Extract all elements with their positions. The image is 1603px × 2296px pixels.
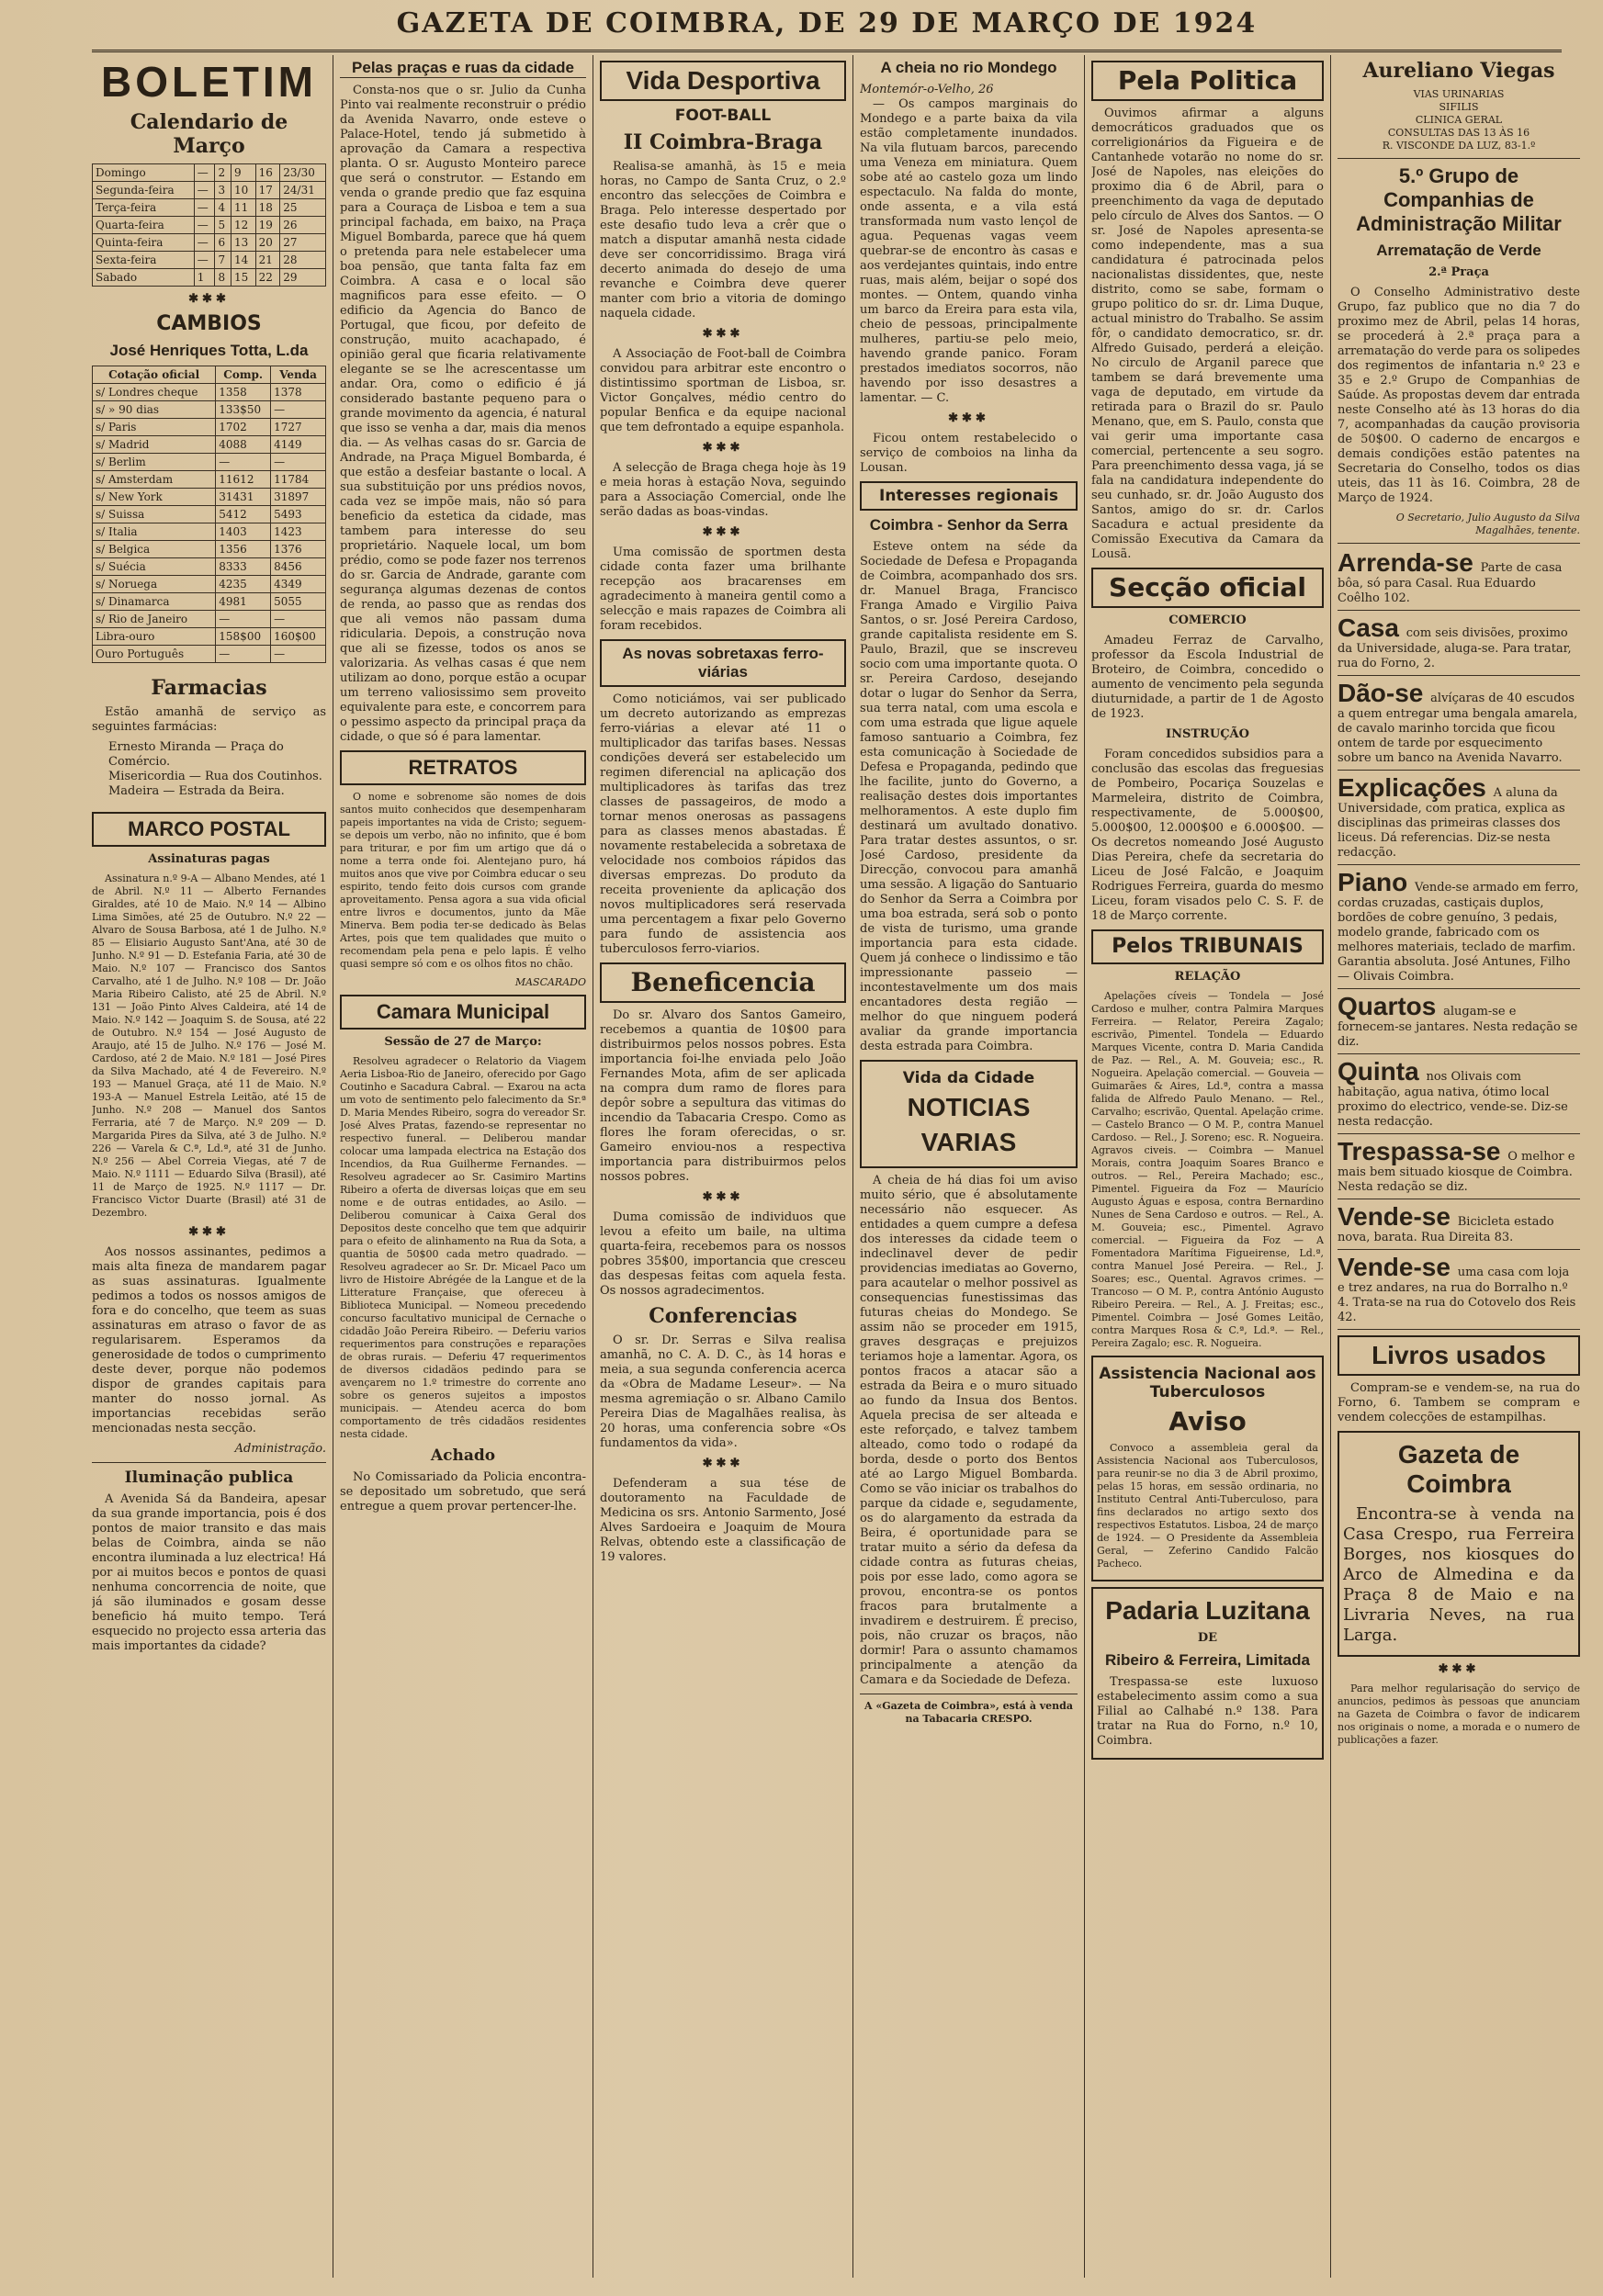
ad-title: Quartos — [1338, 992, 1444, 1020]
senhor-serra-text: Esteve ontem na séde da Sociedade de Defesa e Propaganda de Coimbra, acompanhado dos srs. dr. Manuel Braga, Francisco Franga Amado e Virgilio Paiva Santos, o sr. José Pereira Cardoso, grande capitalista residente em S. Paulo, Brazil, que se inscreveu socio com uma importante quota. O sr. Pereira Cardoso, desejando dotar o lugar do Senhor da Serra, sua terra natal, com uma escola e com uma estrada que ligue aquele famoso santuario a Coimbra, fez esta comunicação à Sociedade de Defesa e Propaganda, pedindo que lhe facilite, junto do Governo, a realisação destes dois importantes melhoramentos. A este duplo fim destinará um avultado donativo. Para tratar destes assuntos, o sr. José Cardoso, presidente da Direcção, convocou para amanhã uma sessão. A ligação do Santuario do Senhor da Serra a Coimbra por uma boa estrada, será sob o ponto de vista de turismo, uma grande importancia para esta cidade. Quem já conhece o lindissimo e tão impressionante passeio — incontestavelmente um dos mais encantadores desta região — melhor do que ninguem poderá avaliar da grande importancia desta estrada para Coimbra. — [860, 540, 1078, 1053]
classified-ads — [1338, 549, 1580, 1330]
aviso-text: Convoco a assembleia geral da Assistencia Nacional aos Tuberculosos, para reunir-se no dia 3 de Abril proximo, pelas 15 horas, em sessão ordinaria, no Instituto Central Anti-Tuberculoso, para fins declarados no artigo sexto dos respectivos Estatutos. Lisboa, 24 de março de 1924. — O Presidente da Assembleia Geral, — Zeferino Candido Falcão Pacheco. — [1097, 1442, 1318, 1570]
cambios-cell: 8333 — [216, 558, 271, 576]
calendar-row — [93, 269, 326, 287]
boletim-heading: BOLETIM — [101, 58, 317, 106]
cambios-cell: 1376 — [271, 541, 326, 558]
cambios-header: Venda — [271, 366, 326, 384]
sobretaxas-text: Como noticiámos, vai ser publicado um decreto autorizando as emprezas ferro-viárias a elevar até 11 o multiplicador das tarifas bases. Nessas condições deverá ser estabelecido um regimen diferencial na aplicação dos multiplicadores às tarifas das trez classes de passageiros, de modo a tornar menos onerosas as passagens para as classes menos abastadas. É novamente restabelecida a sobretaxa de velocidade nos comboios rápidos das diversas emprezas. Do produto da receita proveniente da aplicação dos novos multiplicadores será reservada uma percentagem a fixar pelo Governo para fundo de assistencia aos tuberculosos ferro-viarios. — [600, 692, 846, 956]
calendar-cell: 27 — [280, 234, 326, 252]
cambios-cell: 133$50 — [216, 401, 271, 419]
ad-text: Bicicleta estado nova, barata. Rua Direita 83. — [1338, 1215, 1554, 1244]
calendar-cell: 22 — [255, 269, 280, 287]
politica-heading: Pela Politica — [1091, 61, 1324, 101]
column-anuncios: Aureliano Viegas VIAS URINARIAS SIFILIS CLINICA GERAL CONSULTAS DAS 13 ÀS 16 R. VISCONDE DA LUZ, 83-1.º 5.º Grupo de Companhias de Administração Militar Arrematação de Verde 2.ª Praça O Conselho Administrativo deste Grupo, faz publico que no dia 7 do proximo mez de Abril, pelas 14 horas, se procederá à 2.ª praça para a arrematação do verde para os solipedes dos regimentos de infantaria n.º 23 e 35 e 2.º Grupo de Companhias de Saúde. As propostas devem dar entrada neste Conselho até às 13 horas do dia 7, acompanhadas da caução provisoria de 50$00. O caderno de encargos e demais condições estão patentes na Secretaria do Conselho, todos os dias uteis, das 11 às 16. Coimbra, 28 de Março de 1924. O Secretario, Julio Augusto da Silva Magalhães, tenente. Arrenda-se Parte de casa bôa, só para Casal. Rua Eduardo Coêlho 102. Casa com seis divisões, proximo da Universidade, aluga-se. Para tratar, rua do Forno, 2. Dão-se alvíçaras de 40 escudos a quem entregar uma bengala amarela, de cavalo marinho torcida que ficou ontem de tarde por esquecimento sobre um banco na Avenida Navarro. Explicações A aluna da Universidade, com pratica, explica as disciplinas das primeiras classes dos liceus. Dá referencias. Diz-se nesta redacção. Piano Vende-se armado em ferro, cordas cruzadas, castiçais duplos, bordões de cobre genuíno, 3 pedais, modelo grande, fabricado com os melhores materiais, teclado de marfim. Garantia absoluta. José Antunes, Filho — Olivais Coimbra. Quartos alugam-se e fornecem-se jantares. Nesta redação se diz. Quinta nos Olivais com habitação, agua nativa, ótimo local proximo do electrico, vende-se. Diz-se nesta redacção. Trespassa-se O melhor e mais bem situado kiosque de Coimbra. Nesta redação se diz. Vende-se Bicicleta estado nova, barata. Rua Direita 83. Vende-se uma casa com loja e trez andares, na rua do Borralho n.º 4. Trata-se na rua do Cotovelo dos Reis 42. Livros usados Compram-se e vendem-se, na rua do Forno, 6. Tambem se compram e vendem colecções de estampilhas. Gazeta de Coimbra Encontra-se à venda na Casa Crespo, rua Ferreira Borges, nos kiosques do Arco de Almedina e da Praça 8 de Maio e na Livraria Neves, na rua Larga. ✱✱✱ Para melhor regularisação do serviço de anuncios, pedimos às pessoas que anunciam na Gazeta de Coimbra o favor de indicarem nos originais o nome, a morada e o numero de publicações a fazer. — [1338, 59, 1580, 1746]
separator: ✱✱✱ — [188, 292, 230, 306]
cambios-cell: 4981 — [216, 593, 271, 611]
cambios-cell: 158$00 — [216, 628, 271, 646]
cambios-row — [93, 436, 326, 454]
calendar-cell: 23/30 — [280, 164, 326, 182]
cambios-cell: Ouro Português — [93, 646, 216, 663]
calendar-cell: 14 — [231, 252, 255, 269]
doctor-line: VIAS URINARIAS — [1413, 88, 1505, 100]
praca-heading: 2.ª Praça — [1428, 265, 1489, 279]
cambios-cell: — — [216, 611, 271, 628]
ad-title: Piano — [1338, 868, 1416, 896]
achado-text: No Comissariado da Policia encontra-se depositado um sobretudo, que será entregue a quem provar pertencer-lhe. — [340, 1470, 586, 1514]
beneficencia-text-2: Duma comissão de individuos que levou a efeito um baile, na ultima quarta-feira, recebemos para os nossos pobres 35$00, importancia que cresceu das despesas feitas com aquela festa. Os nossos agradecimentos. — [600, 1210, 846, 1298]
calendar-cell: 11 — [231, 199, 255, 217]
varias-text: A cheia de há dias foi um aviso muito sério, que é absolutamente necessário não esquecer. As entidades a quem cumpre a defesa dos interesses da cidade teem o indeclinavel dever de pedir providencias imediatas ao Governo, para acautelar o melhor possivel as consequencias funestissimas das futuras cheias do Mondego. Se assim não se proceder em 1915, graves desgraças e prejuizos teriamos hoje a lamentar. Agora, os pontos fracos a atacar são a estrada da Beira e o muro situado ao fundo da Insua dos Bentos. Aquela precisa de ser alteada e este reforçado, e talvez tambem alteado, como todo o rodapé da borda, desde o porto dos Bentos até ao Largo Miguel Bombarda. Como se vão iniciar os trabalhos do parque da cidade e, segudamente, os do alargamento da estrada da Beira, é oportunidade para se tratar muito a sério da defesa da cidade contra as futuras cheias, pois por esse lado, como agora se provou, encontra-se os pontos fracos para brutalmente a invadirem e destruirem. É preciso, pois, não cruzar os braços, não dormir! Para o assunto chamamos principalmente a atenção da Camara e da Sociedade de Defeza. — [860, 1174, 1078, 1687]
instrucao-heading: INSTRUÇÃO — [1166, 727, 1249, 741]
politica-text: Ouvimos afirmar a alguns democráticos graduados que os correligionários da Figueira e de Cantanhede votarão no nome do sr. José de Napoles, nas eleições do proximo dia 6 de Abril, para o preenchimento da vaga de deputado pelo círculo de Alves dos Santos. — O sr. José de Napoles apresenta-se como independente, mas a sua candidatura é patrocinada pelos nacionalistas dissidentes, que, neste distrito, como se sabe, formam o grupo politico do sr. dr. Lima Duque, actual ministro do Trabalho. Se assim fôr, o candidato democratico, sr. dr. Alfredo Guisado, perderá a eleição. No circulo de Arganil parece que tambem se dará brevemente uma vaga de deputado, em virtude da retirada para o Brazil do sr. Paulo Menano, que, em S. Paulo, consta que vai gerir uma importante casa comercial, pertencente a seu sogro. Para preenchimento dessa vaga, já se fala na candidatura independente do seu cunhado, sr. dr. João Augusto dos Santos, amigo do sr. dr. Carlos Sacadura e actual presidente da Comissão Executiva da Camara da Lousã. — [1091, 107, 1324, 561]
calendar-cell: — — [194, 252, 215, 269]
cheia-text: — Os campos marginais do Mondego e a parte baixa da vila estão completamente inundados. Na vila flutuam barcos, parecendo uma Veneza em miniatura. Quem sobe até ao castelo goza um lindo espectaculo. Na falda do monte, onde assenta, e a vila está transformada num vasto lençol de agua. Pequenas vagas veem quebrar-se de encontro às casas e aos verdejantes quintais, indo entre ruas, mais além, beijar o sopé dos montes. — Ontem, quando vinha um barco da Ereira para esta vila, cheio de pessoas, principalmente mulheres, partiu-se pelo meio, havendo grande panico. Foram prestados imediatos socorros, não havendo por isso desastres a lamentar. — C. — [860, 97, 1078, 405]
column-pracas — [340, 55, 586, 2278]
farmacias-list — [92, 740, 326, 799]
cheia-heading: A cheia no rio Mondego — [880, 59, 1057, 76]
column-boletim — [92, 55, 326, 2278]
doctor-details — [1338, 88, 1580, 152]
cambios-cell: s/ Belgica — [93, 541, 216, 558]
arbitro-text: A Associação de Foot-ball de Coimbra convidou para arbitrar este encontro o distintissimo sportman de Lisboa, sr. Victor Gonçalves, médio centro do popular Benfica e da equipe nacional que tem defrontado a equipe espanhola. — [600, 347, 846, 434]
grupo-sign: O Secretario, Julio Augusto da Silva Magalhães, tenente. — [1395, 512, 1580, 536]
calendar-cell: 10 — [231, 182, 255, 199]
classified-ad — [1338, 1058, 1580, 1134]
pracas-text: Consta-nos que o sr. Julio da Cunha Pinto vai realmente reconstruir o prédio da Avenida Navarro, onde esteve o Palace-Hotel, tendo já submetido à aprovação da Camara a respectiva planta. O sr. Augusto Monteiro parece que será o construtor. — Estando em venda o grande predio que faz esquina para a Couraça de Lisboa e tem a sua principal fachada, em baixo, na Praça Miguel Bombarda, parece que há quem o pretenda para nele estabelecer uma boa pensão, que tanta falta faz em Coimbra. A casa e o local são magnificos para esse efeito. — O edificio da Agencia do Banco de Portugal, que ficou, por defeito de construção, muito acachapado, é opinião geral que ficaria relativamente elegante se se lhe acrescentasse um andar. Ora, como o edificio é já considerado bastante pequeno para o grande movimento da agencia, é natural que isso se venha a dar, mais dia menos dia. — As velhas casas do sr. Garcia de Andrade, na Praça Miguel Bombarda, é que estão a desfeiar bastante o local. A sua substituição por uns prédios novos, cada vez se impõe mais, não só para beneficio da estetica da cidade, mas tambem para interesse do seu proprietário. Naquele local, um bom prédio, como se pode fazer nos terrenos do sr. Garcia de Andrade, garante com segurança algumas dezenas de contos de renda, ao passo que as rendas dos que ali vemos não passam duma ridicularia. Depois, a construção nova que ali se fizesse, todos os anos se valorizaria. As velhas casas é que nem utilizam ao dono, porque estão a ocupar um terreno valiosissimo sem proveito equivalente para este, e concorrem para o pessimo aspecto da principal praça da cidade, o que só é para lamentar. — [340, 84, 586, 744]
farmacia-item: Madeira — Estrada da Beira. — [108, 784, 285, 798]
ad-title: Quinta — [1338, 1057, 1427, 1086]
calendar-cell: 20 — [255, 234, 280, 252]
cambios-header: Comp. — [216, 366, 271, 384]
calendar-cell: 5 — [215, 217, 231, 234]
column-desporto: Vida Desportiva FOOT-BALL II Coimbra-Braga Realisa-se amanhã, às 15 e meia horas, no Campo de Santa Cruz, o 2.º encontro das selecções de Coimbra e Braga. Pelo interesse despertado por este desafio tudo leva a crêr que o match a disputar amanhã nesta cidade deve ser concorridissimo. Braga virá decerto animada do desejo de uma revanche e Coimbra deve querer manter com brio a vitoria de domingo naquela cidade. ✱✱✱ A Associação de Foot-ball de Coimbra convidou para arbitrar este encontro o distintissimo sportman de Lisboa, sr. Victor Gonçalves, médio centro do popular Benfica e da equipe nacional que tem defrontado a equipe espanhola. ✱✱✱ A selecção de Braga chega hoje às 19 e meia horas à estação Nova, seguindo para a Associação Comercial, onde lhe serão dadas as boas-vindas. ✱✱✱ Uma comissão de sportmen desta cidade conta fazer uma brilhante recepção aos bracarenses em agradecimento à maneira gentil como a selecção e mais rapazes de Coimbra ali foram recebidos. As novas sobretaxas ferro-viárias Como noticiámos, vai ser publicado um decreto autorizando as emprezas ferro-viárias a elevar até 11 o multiplicador das tarifas bases. Nessas condições deverá ser estabelecido um regimen diferencial na aplicação dos multiplicadores às tarifas das trez classes de passageiros, de modo a tornar menos onerosas as passagens para as classes menos abastadas. É novamente restabelecida a sobretaxa de velocidade nos comboios rápidos das diversas emprezas. Do produto da receita proveniente da aplicação dos novos multiplicadores será reservada uma percentagem a fixar pelo Governo para fundo de assistencia aos tuberculosos ferro-viarios. Beneficencia Do sr. Alvaro dos Santos Gameiro, recebemos a quantia de 10$00 para distribuirmos pelos nossos pobres. Esta importancia foi-lhe enviada pelo João Fernandes Mota, afim de ser aplicada na compra dum ramo de flores para depôr sobre a sepultura das vitimas do incendio da Tabacaria Crespo. Como as flores lhe foram oferecidas, o sr. Gameiro enviou-nos a respectiva importancia para distribuirmos pelos nossos pobres. ✱✱✱ Duma comissão de individuos que levou a efeito um baile, na ultima quarta-feira, recebemos para os nossos pobres 35$00, importancia que cresceu das despesas feitas com aquela festa. Os nossos agradecimentos. Conferencias O sr. Dr. Serras e Silva realisa amanhã, no C. A. D. C., às 14 horas e meia, a sua segunda conferencia acerca da «Obra de Madame Leseur». — Na mesma agremiação o sr. Albano Camilo Pereira Dias de Magalhães realisa, às 20 horas, uma conferencia sobre «Os fundamentos da vida». ✱✱✱ Defenderam a sua tése de doutoramento na Faculdade de Medicina os srs. Antonio Sarmento, José Alves Sardoeira e Joaquim de Moura Relvas, obtendo este a classificação de 19 valores. — [600, 55, 846, 2278]
noticias-heading: NOTICIAS — [907, 1093, 1031, 1121]
cambios-cell: 1423 — [271, 523, 326, 541]
column-rule — [1084, 55, 1085, 2278]
iluminacao-text: A Avenida Sá da Bandeira, apesar da sua grande importancia, pois é dos pontos de maior transito e das mais belas de Coimbra, ainda se não encontra iluminada a luz electrica! Há por ai muitos becos e pontos de quasi nenhuma concorrencia de noite, que já são iluminados e gosam desse beneficio há muito tempo. Terá esquecido no projecto essa arteria das mais importantes da cidade? — [92, 1492, 326, 1653]
calendar-cell: 2 — [215, 164, 231, 182]
ad-text: uma casa com loja e trez andares, na rua do Borralho n.º 4. Trata-se na rua do Cotovelo dos Reis 42. — [1338, 1266, 1576, 1324]
instrucao-text: Foram concedidos subsidios para a conclusão das escolas das freguesias de Pombeiro, Pocariça Souzelas e Marmeleira, distrito de Coimbra, respectivamente, de 5.000$00, 5.000$00, 12.000$00 e 6.000$00. — Os decretos nomeando José Augusto Dias Pereira, chefe da secretaria do Liceu de José Falcão, e Joaquim Rodrigues Ferreira, guarda do mesmo Liceu, foram visados pelo C. S. F. de 18 de Março corrente. — [1091, 748, 1324, 923]
calendar-row — [93, 252, 326, 269]
cambios-cell: 1358 — [216, 384, 271, 401]
calendar-cell: 17 — [255, 182, 280, 199]
calendar-cell: 26 — [280, 217, 326, 234]
cambios-row — [93, 593, 326, 611]
calendar-cell: 15 — [231, 269, 255, 287]
calendar-cell: Quarta-feira — [93, 217, 195, 234]
camara-text: Resolveu agradecer o Relatorio da Viagem Aeria Lisboa-Rio de Janeiro, oferecido por Gago Coutinho e Sacadura Cabral. — Exarou na acta um voto de sentimento pelo falecimento da Sr.ª D. Maria Mendes Ribeiro, sogra do vereador Sr. José Alves Pratas, fazendo-se representar no respectivo funeral. — Deliberou mandar colocar uma lampada electrica na Estação dos Incendios, da Rua Guilherme Fernandes. — Resolveu agradecer ao Sr. Casimiro Martins Ribeiro a oferta de diversas loiças que em seu nome e de outras entidades, ao Asilo. — Deliberou comunicar à Caixa Geral dos Depositos deste concelho que tem que adquirir para o efeito de alinhamento na Rua da Sota, a quantia de 50$00 cada metro quadrado. — Resolveu agradecer ao Sr. Dr. Micael Paco um livro de Histoire Abrégée de la Langue et de la Litterature Française, que ofereceu à Biblioteca Municipal. — Nomeou precedendo concurso facultativo municipal de Cernache o cidadão João Pereira Ribeiro. — Deferiu varios requerimentos para construções e reparações de obras rurais. — Deferiu 47 requerimentos de diversos cidadãos pedindo para se avençarem no 1.º trimestre do corrente ano sobre os generos sujeitos a impostos municipais. — Atendeu acerca do bom comportamento de três cidadãos residentes nesta cidade. — [340, 1055, 586, 1440]
cambios-cell: — — [216, 454, 271, 471]
padaria-heading: Padaria Luzitana — [1105, 1596, 1310, 1625]
marco-postal-heading: MARCO POSTAL — [92, 812, 326, 847]
calendar-row — [93, 217, 326, 234]
calendar-cell: Sexta-feira — [93, 252, 195, 269]
achado-heading: Achado — [430, 1446, 496, 1465]
cambios-cell: — — [271, 401, 326, 419]
camara-heading: Camara Municipal — [340, 995, 586, 1030]
calendar-cell: — — [194, 164, 215, 182]
gazeta-box — [1338, 1431, 1580, 1657]
ad-text: alugam-se e fornecem-se jantares. Nesta redação se diz. — [1338, 1005, 1578, 1049]
cambios-cell: s/ New York — [93, 489, 216, 506]
assistencia-box — [1091, 1356, 1324, 1581]
ad-text: alvíçaras de 40 escudos a quem entregar uma bengala amarela, de cavalo marinho torcida que ficou ontem de tarde por esquecimento sobre um banco na Avenida Navarro. — [1338, 692, 1578, 765]
calendar-cell: Sabado — [93, 269, 195, 287]
cambios-cell: 5493 — [271, 506, 326, 523]
cambios-header: Cotação oficial — [93, 366, 216, 384]
gazeta-heading: Gazeta de Coimbra — [1397, 1440, 1520, 1498]
calendar-cell: — — [194, 217, 215, 234]
cambios-cell: Libra-ouro — [93, 628, 216, 646]
ad-text: A aluna da Universidade, com pratica, explica as disciplinas das primeiras classes dos liceus. Dá referencias. Diz-se nesta redacção. — [1338, 786, 1565, 860]
calendar-cell: 24/31 — [280, 182, 326, 199]
ad-title: Vende-se — [1338, 1253, 1458, 1281]
calendar-row — [93, 164, 326, 182]
ad-text: com seis divisões, proximo da Universidade, aluga-se. Para tratar, rua do Forno, 2. — [1338, 626, 1572, 670]
calendar-row — [93, 182, 326, 199]
grupo-text: O Conselho Administrativo deste Grupo, faz publico que no dia 7 do proximo mez de Abril, pelas 14 horas, se procederá à 2.ª praça para a arrematação do verde para os solipedes dos regimentos de infantaria n.º 23 e 35 e 2.º Grupo de Companhias de Saúde. As propostas devem dar entrada neste Conselho até às 13 horas do dia 7, acompanhadas da caução provisoria de 50$00. O caderno de encargos e demais condições estão patentes na Secretaria do Conselho, todos os dias uteis, das 11 às 16. Coimbra, 28 de Março de 1924. — [1338, 286, 1580, 505]
cambios-cell: 1702 — [216, 419, 271, 436]
padaria-de: DE — [1197, 1631, 1218, 1645]
classified-ad — [1338, 993, 1580, 1054]
cambios-heading: CAMBIOS — [156, 312, 262, 335]
relacao-heading: RELAÇÃO — [1174, 970, 1241, 984]
ad-title: Dão-se — [1338, 679, 1431, 707]
ad-title: Arrenda-se — [1338, 548, 1481, 577]
cambios-cell: 11784 — [271, 471, 326, 489]
masthead: GAZETA DE COIMBRA, DE 29 DE MARÇO DE 1924 — [92, 7, 1562, 52]
cambios-row — [93, 489, 326, 506]
anuncios-note: Para melhor regularisação do serviço de anuncios, pedimos às pessoas que anunciam na Gazeta de Coimbra o favor de indicarem nos originais o nome, a morada e o numero de publicações a fazer. — [1338, 1683, 1580, 1746]
cambios-cell: s/ Berlim — [93, 454, 216, 471]
calendar-cell: 8 — [215, 269, 231, 287]
varias-heading: VARIAS — [920, 1128, 1017, 1156]
cambios-row — [93, 646, 326, 663]
calendar-cell: 1 — [194, 269, 215, 287]
calendar-cell: 25 — [280, 199, 326, 217]
cambios-row — [93, 611, 326, 628]
calendar-cell: 7 — [215, 252, 231, 269]
cambios-cell: 4149 — [271, 436, 326, 454]
cambios-cell: 11612 — [216, 471, 271, 489]
calendar-table — [92, 163, 326, 287]
separator: ✱✱✱ — [188, 1225, 230, 1239]
calendar-cell: 29 — [280, 269, 326, 287]
cambios-cell: 4235 — [216, 576, 271, 593]
comboios-text: Ficou ontem restabelecido o serviço de comboios na linha da Lousan. — [860, 432, 1078, 475]
cheia-place: Montemór-o-Velho, 26 — [860, 83, 994, 96]
doctor-heading: Aureliano Viegas — [1362, 59, 1555, 83]
assinaturas-note: Aos nossos assinantes, pedimos a mais alta fineza de mandarem pagar as suas assinaturas. Igualmente pedimos a todos os nossos amigos de fora e do concelho, que teem as suas assinaturas em atraso o favor de as regularisarem. Esperamos da generosidade de todos o cumprimento deste dever, porque não podemos dispor de grandes capitais para manter do nosso jornal. As importancias recebidas serão mencionadas nesta secção. — [92, 1245, 326, 1435]
cambios-row — [93, 558, 326, 576]
vida-cidade-heading: Vida da Cidade — [902, 1069, 1035, 1087]
farmacia-item: Misericordia — Rua dos Coutinhos. — [108, 770, 322, 783]
calendar-cell: 12 — [231, 217, 255, 234]
conferencias-heading: Conferencias — [649, 1304, 797, 1328]
cambios-cell: 1356 — [216, 541, 271, 558]
senhor-serra-heading: Coimbra - Senhor da Serra — [869, 516, 1068, 534]
vida-desportiva-heading: Vida Desportiva — [600, 61, 846, 101]
cambios-cell: s/ Rio de Janeiro — [93, 611, 216, 628]
calendar-cell: 18 — [255, 199, 280, 217]
calendar-cell: — — [194, 199, 215, 217]
cambios-cell: s/ Suissa — [93, 506, 216, 523]
calendar-cell: — — [194, 234, 215, 252]
cambios-cell: 5412 — [216, 506, 271, 523]
cambios-cell: — — [271, 646, 326, 663]
ad-title: Trespassa-se — [1338, 1137, 1508, 1165]
cambios-cell: 1727 — [271, 419, 326, 436]
doctor-line: CONSULTAS DAS 13 ÀS 16 — [1387, 127, 1530, 139]
comercio-text: Amadeu Ferraz de Carvalho, professor da Escola Industrial de Broteiro, de Coimbra, concedido o aumento de vencimento pela segunda diuturnidade, a partir de 1 de Agosto de 1923. — [1091, 634, 1324, 721]
match-heading: II Coimbra-Braga — [623, 130, 823, 154]
arrematacao-heading: Arrematação de Verde — [1376, 242, 1541, 259]
assinaturas-list: Assinatura n.º 9-A — Albano Mendes, até 1 de Abril. N.º 11 — Alberto Fernandes Giraldes, até 10 de Maio. N.º 14 — Albino Lima Simões, até 25 de Outubro. N.º 22 — Alvaro de Sousa Barbosa, até 1 de Julho. N.º 85 — Elisiario Augusto Sant'Ana, até 30 de Junho. N.º 91 — D. Estefania Faria, até 30 de Maio. N.º 107 — Francisco dos Santos Carvalho, até 1 de Julho. N.º 108 — Dr. João Maria Ribeiro Calisto, até 25 de Abril. N.º 131 — João Pinto Alves Caldeira, até 14 de Maio. N.º 142 — Joaquim S. de Sousa, até 22 de Outubro. N.º 154 — José Augusto de Araujo, até 15 de Julho. N.º 176 — José M. Cardoso, até 2 de Maio. N.º 181 — José Pires da Silva Machado, até 4 de Fevereiro. N.º 193 — Manuel Graça, até 11 de Maio. N.º 193-A — Manuel Estrela Leitão, até 15 de Junho. N.º 208 — Manuel dos Santos Ferraria, até 7 de Março. N.º 209 — D. Margarida Pires da Silva, até 3 de Julho. N.º 226 — Varela & C.ª, Ld.ª, até 31 de Junho. N.º 256 — Abel Correia Viegas, até 7 de Maio. N.º 1111 — Eduardo Silva (Brasil), até 11 de Março de 1925. N.º 1117 — Dr. Francisco Victor Duarte (Brasil) até 31 de Dezembro. — [92, 872, 326, 1219]
calendar-cell: Terça-feira — [93, 199, 195, 217]
vida-cidade-box — [860, 1060, 1078, 1168]
doctor-line: R. VISCONDE DA LUZ, 83-1.º — [1382, 140, 1536, 152]
padaria-text: Trespassa-se este luxuoso estabelecimento assim como a sua Filial ao Calhabé n.º 138. Para tratar na Rua do Forno, n.º 10, Coimbra. — [1097, 1675, 1318, 1748]
aviso-heading: Aviso — [1168, 1406, 1247, 1436]
classified-ad — [1338, 614, 1580, 676]
ad-title: Vende-se — [1338, 1202, 1458, 1231]
cambios-cell: 1378 — [271, 384, 326, 401]
cambios-cell: s/ Italia — [93, 523, 216, 541]
calendar-cell: 13 — [231, 234, 255, 252]
classified-ad — [1338, 549, 1580, 611]
calendar-cell: 19 — [255, 217, 280, 234]
retratos-text: O nome e sobrenome são nomes de dois santos muito conhecidos que desempenharam papeis importantes na vida de Cristo; seguem-se depois um verbo, não no infinito, que é bom para triturar, e por fim um artigo que dá o nome a terra onde foi. Alentejano puro, há muitos anos que vive por Coimbra educar o seu espirito, tendo feito dois cursos com grande aproveitamento. Pensa agora a sua vida oficial entre livros e documentos, junto da Mãe Minerva. Bem podia ter-se dedicado às Belas Artes, pois que tem qualidades que muito o recomendam pela pena e pelo lapis. É velho quasi sempre só com e os olhos fitos no chão. — [340, 791, 586, 970]
cambios-firm: José Henriques Totta, L.da — [109, 342, 309, 359]
ad-text: nos Olivais com habitação, agua nativa, ótimo local proximo do electrico, vende-se. Diz-se nesta redacção. — [1338, 1070, 1568, 1129]
cambios-cell: — — [271, 611, 326, 628]
classified-ad — [1338, 774, 1580, 865]
classified-ad — [1338, 1254, 1580, 1330]
interesses-heading: Interesses regionais — [860, 481, 1078, 511]
cambios-cell: 8456 — [271, 558, 326, 576]
ad-text: Vende-se armado em ferro, cordas cruzadas, castiçais duplos, bordões de cobre genuíno, 3 pedais, modelo grande, fabricado com os melhores materiais, teclado de marfim. Garantia absoluta. José Antunes, Filho — Olivais Coimbra. — [1338, 881, 1579, 984]
cambios-cell: s/ Dinamarca — [93, 593, 216, 611]
assistencia-heading: Assistencia Nacional aos Tuberculosos — [1099, 1365, 1316, 1401]
doctor-line: CLINICA GERAL — [1415, 114, 1503, 126]
ad-title: Casa — [1338, 613, 1406, 642]
comissao-text: Uma comissão de sportmen desta cidade conta fazer uma brilhante recepção aos bracarenses em agradecimento à maneira gentil como a selecção e mais rapazes de Coimbra ali foram recebidos. — [600, 546, 846, 633]
cambios-row — [93, 471, 326, 489]
calendar-cell: — — [194, 182, 215, 199]
cambios-cell: 4088 — [216, 436, 271, 454]
ad-title: Explicações — [1338, 773, 1494, 802]
cambios-row — [93, 419, 326, 436]
seccao-oficial-heading: Secção oficial — [1091, 568, 1324, 608]
padaria-firm: Ribeiro & Ferreira, Limitada — [1105, 1651, 1310, 1669]
calendar-cell: 6 — [215, 234, 231, 252]
doutoramento-text: Defenderam a sua tése de doutoramento na Faculdade de Medicina os srs. Antonio Sarmento, José Alves Sardoeira e Joaquim de Moura Relvas, obtendo este a classificação de 19 valores. — [600, 1477, 846, 1564]
cambios-cell: s/ Amsterdam — [93, 471, 216, 489]
column-rule — [852, 55, 853, 2278]
calendar-cell: Domingo — [93, 164, 195, 182]
ad-text: O melhor e mais bem situado kiosque de Coimbra. Nesta redação se diz. — [1338, 1150, 1575, 1194]
selecao-text: A selecção de Braga chega hoje às 19 e meia horas à estação Nova, seguindo para a Associação Comercial, onde lhe serão dadas as boas-vindas. — [600, 461, 846, 519]
sobretaxas-heading: As novas sobretaxas ferro-viárias — [600, 639, 846, 687]
column-rule — [1330, 55, 1331, 2278]
tribunais-heading: Pelos TRIBUNAIS — [1091, 929, 1324, 964]
cambios-cell: 160$00 — [271, 628, 326, 646]
cambios-cell: s/ Madrid — [93, 436, 216, 454]
farmacias-intro: Estão amanhã de serviço as seguintes farmácias: — [92, 705, 326, 734]
cambios-cell: s/ » 90 dias — [93, 401, 216, 419]
cambios-table — [92, 366, 326, 663]
calendar-row — [93, 234, 326, 252]
cambios-cell: 1403 — [216, 523, 271, 541]
classified-ad — [1338, 1203, 1580, 1250]
cambios-row — [93, 454, 326, 471]
column-cheia: A cheia no rio Mondego Montemór-o-Velho, 26 — Os campos marginais do Mondego e a parte baixa da vila estão completamente inundados. Na vila flutuam barcos, parecendo uma Veneza em miniatura. Quem sobe até ao castelo goza um lindo espectaculo. Na falda do monte, onde assenta, e a vila está transformada num vasto lençol de agua. Pequenas vagas veem quebrar-se de encontro às casas e aos verdejantes quintais, indo entre ruas, mais além, beijar o sopé dos montes. — Ontem, quando vinha um barco da Ereira para esta vila, cheio de pessoas, principalmente mulheres, partiu-se pelo meio, havendo grande panico. Foram prestados imediatos socorros, não havendo por isso desastres a lamentar. — C. ✱✱✱ Ficou ontem restabelecido o serviço de comboios na linha da Lousan. Interesses regionais Coimbra - Senhor da Serra Esteve ontem na séde da Sociedade de Defesa e Propaganda de Coimbra, acompanhado dos srs. dr. Manuel Braga, Francisco Franga Amado e Virgilio Paiva Santos, o sr. José Pereira Cardoso, grande capitalista residente em S. Paulo, Brazil, que se inscreveu socio com uma importante quota. O sr. Pereira Cardoso, desejando dotar o lugar do Senhor da Serra, sua terra natal, com uma escola e com uma estrada que ligue aquele famoso santuario a Coimbra, fez esta comunicação à Sociedade de Defesa e Propaganda, pedindo que lhe facilite, junto do Governo, a realisação destes dois importantes melhoramentos. A este duplo fim destinará um avultado donativo. Para tratar destes assuntos, o sr. José Cardoso, presidente da Direcção, convocou para amanhã uma sessão. A ligação do Santuario do Senhor da Serra a Coimbra por uma boa estrada, será sob o ponto de vista de turismo, uma grande importancia para esta cidade. Quem já conhece o lindissimo e tão impressionante passeio — incontestavelmente um dos mais encantadores desta região — melhor do que ninguem poderá avaliar da grande importancia desta estrada para Coimbra. Vida da Cidade NOTICIAS VARIAS A cheia de há dias foi um aviso muito sério, que é absolutamente necessário não esquecer. As entidades a quem cumpre a defesa dos interesses da cidade teem o indeclinavel dever de pedir providencias imediatas ao Governo, para acautelar o melhor possivel as consequencias funestissimas das futuras cheias do Mondego. Se assim não se proceder em 1915, graves desgraças e prejuizos teriamos hoje a lamentar. Agora, os pontos fracos a atacar são a estrada da Beira e o muro situado ao fundo da Insua dos Bentos. Aquela precisa de ser alteada e este reforçado, e talvez tambem alteado, como todo o rodapé da borda, desde o porto dos Bentos até ao Largo Miguel Bombarda. Como se vão iniciar os trabalhos do parque da cidade e, segudamente, os do alargamento da estrada da Beira, é oportunidade para se tratar muito a sério da defesa da cidade contra as futuras cheias, pois por esse lado, como agora se provou, encontra-se os pontos fracos para brutalmente a invadirem e destruirem. É preciso, pois, não cruzar os braços, não dormir! Para o assunto chamamos principalmente a atenção da Camara e da Sociedade de Defeza. A «Gazeta de Coimbra», está à venda na Tabacaria CRESPO. — [860, 59, 1078, 1725]
classified-ad — [1338, 680, 1580, 771]
calendar-row — [93, 199, 326, 217]
conferencias-text: O sr. Dr. Serras e Silva realisa amanhã, no C. A. D. C., às 14 horas e meia, a sua segunda conferencia acerca da «Obra de Madame Leseur». — Na mesma agremiação o sr. Albano Camilo Pereira Dias de Magalhães realisa, às 20 horas, uma conferencia sobre «Os fundamentos da vida». — [600, 1334, 846, 1450]
cambios-cell: 5055 — [271, 593, 326, 611]
pracas-heading: Pelas praças e ruas da cidade — [340, 59, 586, 78]
calendar-cell: 16 — [255, 164, 280, 182]
cambios-cell: — — [271, 454, 326, 471]
iluminacao-heading: Iluminação publica — [124, 1469, 294, 1487]
classified-ad — [1338, 869, 1580, 989]
beneficencia-heading: Beneficencia — [600, 962, 846, 1003]
venda-footer: A «Gazeta de Coimbra», está à venda na Tabacaria CRESPO. — [864, 1700, 1073, 1725]
column-politica — [1091, 55, 1324, 2278]
cambios-cell: s/ Paris — [93, 419, 216, 436]
livros-heading: Livros usados — [1338, 1335, 1580, 1376]
padaria-box — [1091, 1587, 1324, 1760]
ad-text: Parte de casa bôa, só para Casal. Rua Eduardo Coêlho 102. — [1338, 561, 1563, 605]
cambios-cell: — — [216, 646, 271, 663]
cambios-cell: 31431 — [216, 489, 271, 506]
cambios-cell: s/ Londres cheque — [93, 384, 216, 401]
cambios-cell: s/ Noruega — [93, 576, 216, 593]
assinaturas-heading: Assinaturas pagas — [148, 852, 270, 866]
retratos-heading: RETRATOS — [340, 750, 586, 785]
livros-text: Compram-se e vendem-se, na rua do Forno, 6. Tambem se compram e vendem colecções de estampilhas. — [1338, 1381, 1580, 1424]
farmacias-heading: Farmacias — [151, 676, 267, 700]
football-heading: FOOT-BALL — [674, 107, 772, 125]
cambios-row — [93, 523, 326, 541]
doctor-line: SIFILIS — [1439, 101, 1479, 113]
cambios-row — [93, 384, 326, 401]
cambios-cell: 31897 — [271, 489, 326, 506]
calendar-cell: 21 — [255, 252, 280, 269]
cambios-row — [93, 541, 326, 558]
camara-session: Sessão de 27 de Março: — [384, 1035, 542, 1049]
calendar-cell: 3 — [215, 182, 231, 199]
relacao-text: Apelações cíveis — Tondela — José Cardoso e mulher, contra Palmira Marques Ferreira. — Relator, Pereira Zagalo; escrivão, Pimentel. Tondela — Eduardo Marques Vicente, contra D. Maria Candida de Paz. — Rel., A. M. Gouveia; esc., R. Nogueira. Apelação comercial. — Gouveia — Guimarães & Aires, Ld.ª, contra a massa falida de Alfredo Paulo Menano. — Rel., Carvalho; escrivão, Quental. Apelação crime. — Castelo Branco — O M. P., contra Manuel Cardoso. — Rel., J. Soreno; esc. R. Nogueira. Agravos civeis. — Coimbra — Manuel Morais, contra Joaquim Soares Branco e outros. — Rel., Pereira Machado; esc., Pimentel. Figueira da Foz — Maurício Augusto Águas e esposa, contra Bernardino Nunes de Sena Cardoso e outros. — Rel., A. M. Gouveia; esc., Pimentel. Agravo comercial. — Figueira da Foz — A Fomentadora Marítima Figueirense, Ld.ª, contra Manuel José Pereira. — Rel., J. Soares; esc., Quental. Agravos crimes. — Trancoso — O M. P., contra António Augusto Ribeiro Pereira. — Rel., A. J. Freitas; esc., Pimentel. Coimbra — José Gomes Leitão, contra Marques Rosa & C.ª, Ld.ª. — Rel., Pereira Zagalo; esc. R. Nogueira. — [1091, 990, 1324, 1349]
cambios-row — [93, 506, 326, 523]
calendar-cell: Segunda-feira — [93, 182, 195, 199]
calendar-cell: 4 — [215, 199, 231, 217]
cambios-row — [93, 576, 326, 593]
cambios-row — [93, 628, 326, 646]
farmacia-item: Ernesto Miranda — Praça do Comércio. — [108, 740, 284, 769]
grupo-heading: 5.º Grupo de Companhias de Administração Militar — [1356, 164, 1562, 235]
classified-ad — [1338, 1138, 1580, 1199]
gazeta-text: Encontra-se à venda na Casa Crespo, rua Ferreira Borges, nos kiosques do Arco de Almedina e da Praça 8 de Maio e na Livraria Neves, na rua Larga. — [1343, 1504, 1575, 1645]
match-text: Realisa-se amanhã, às 15 e meia horas, no Campo de Santa Cruz, o 2.º encontro das selecções de Coimbra e Braga. Pelo interesse despertado por este desafio tudo leva a crêr que o match a disputar amanhã nesta cidade deve ser concorridissimo. Braga virá decerto animada do desejo de uma revanche e Coimbra deve querer manter com brio a vitoria de domingo naquela cidade. — [600, 160, 846, 321]
calendar-cell: 9 — [231, 164, 255, 182]
cambios-cell: s/ Suécia — [93, 558, 216, 576]
administracao-sign: Administração. — [234, 1442, 326, 1456]
comercio-heading: COMERCIO — [1168, 613, 1247, 627]
retratos-sign: MASCARADO — [514, 976, 586, 988]
calendar-cell: Quinta-feira — [93, 234, 195, 252]
beneficencia-text: Do sr. Alvaro dos Santos Gameiro, recebemos a quantia de 10$00 para distribuirmos pelos nossos pobres. Esta importancia foi-lhe enviada pelo João Fernandes Mota, afim de ser aplicada na compra dum ramo de flores para depôr sobre a sepultura das vitimas do incendio da Tabacaria Crespo. Como as flores lhe foram oferecidas, o sr. Gameiro enviou-nos a respectiva importancia para distribuirmos pelos nossos pobres. — [600, 1008, 846, 1184]
cambios-cell: 4349 — [271, 576, 326, 593]
cambios-row — [93, 401, 326, 419]
calendar-cell: 28 — [280, 252, 326, 269]
calendar-heading: Calendario de Março — [130, 110, 288, 158]
